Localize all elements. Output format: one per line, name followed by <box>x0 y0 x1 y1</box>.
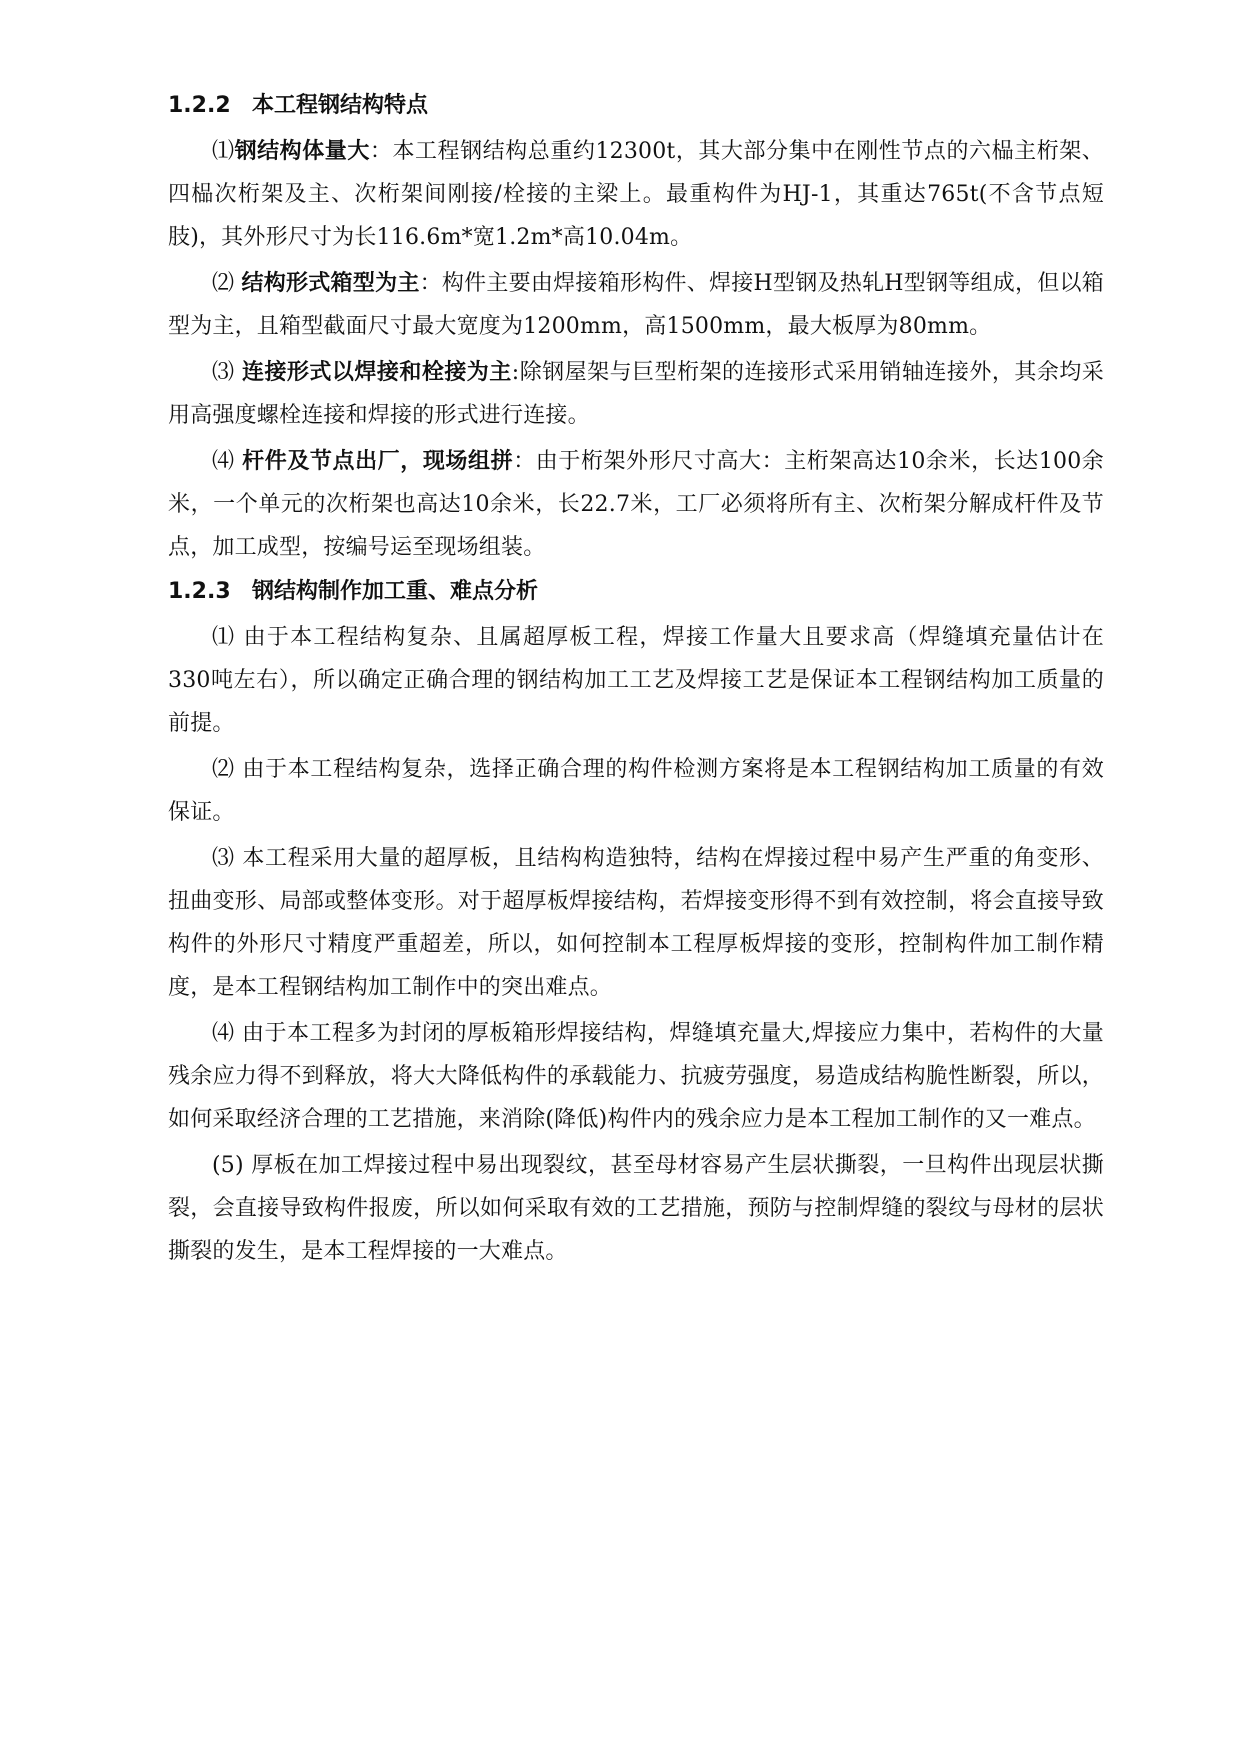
section-heading-1-2-3 <box>168 572 1104 612</box>
item-separator: : <box>511 360 520 385</box>
item-text: 除钢屋架与巨型桁架的连接形式采用销轴连接外，其余均采用高强度螺栓连接和焊接的形式进行连接。 <box>168 360 1104 428</box>
paragraph <box>168 351 1104 437</box>
item-text: 由于本工程结构复杂、且属超厚板工程，焊接工作量大且要求高（焊缝填充量估计在330吨左右），所以确定正确合理的钢结构加工工艺及焊接工艺是保证本工程钢结构加工质量的前提。 <box>168 625 1104 736</box>
paragraph <box>168 1144 1104 1273</box>
item-text: 由于桁架外形尺寸高大：主桁架高达10余米，长达100余米，一个单元的次桁架也高达10余米，长22.7米，工厂必须将所有主、次桁架分解成杆件及节点，加工成型，按编号运至现场组装。 <box>168 449 1105 560</box>
item-marker: ⑵ <box>212 271 242 296</box>
item-text: 构件主要由焊接箱形构件、焊接H型钢及热轧H型钢等组成，但以箱型为主，且箱型截面尺寸最大宽度为1200mm，高1500mm，最大板厚为80mm。 <box>168 271 1104 339</box>
item-separator: ： <box>419 271 442 296</box>
item-text: 厚板在加工焊接过程中易出现裂纹，甚至母材容易产生层状撕裂，一旦构件出现层状撕裂，会直接导致构件报废，所以如何采取有效的工艺措施，预防与控制焊缝的裂纹与母材的层状撕裂的发生，是本工程焊接的一大难点。 <box>168 1153 1104 1264</box>
paragraph <box>168 440 1104 569</box>
item-separator: ： <box>369 139 393 164</box>
item-text: 本工程钢结构总重约12300t，其大部分集中在刚性节点的六榀主桁架、四榀次桁架及主、次桁架间刚接/栓接的主梁上。最重构件为HJ-1，其重达765t(不含节点短肢)，其外形尺寸为长116.6m*宽1.2m*高10.04m。 <box>168 139 1104 250</box>
item-marker: ⑷ <box>212 449 243 474</box>
item-marker: ⑶ <box>212 360 242 385</box>
item-marker: ⑶ <box>212 846 243 871</box>
section-title: 钢结构制作加工重、难点分析 <box>252 579 539 604</box>
item-text: 由于本工程结构复杂，选择正确合理的构件检测方案将是本工程钢结构加工质量的有效保证。 <box>168 757 1104 825</box>
section-heading-1-2-2 <box>168 86 1104 126</box>
page-content <box>168 86 1104 1276</box>
item-lead: 连接形式以焊接和栓接为主 <box>241 360 512 385</box>
item-lead: 结构形式箱型为主 <box>241 271 420 296</box>
section-number: 1.2.2 <box>168 93 231 118</box>
item-text: 由于本工程多为封闭的厚板箱形焊接结构，焊缝填充量大,焊接应力集中，若构件的大量残余应力得不到释放，将大大降低构件的承载能力、抗疲劳强度，易造成结构脆性断裂，所以，如何采取经济合理的工艺措施，来消除(降低)构件内的残余应力是本工程加工制作的又一难点。 <box>168 1021 1104 1132</box>
item-lead: 钢结构体量大 <box>234 139 370 164</box>
item-marker: ⑴ <box>212 625 244 650</box>
paragraph <box>168 748 1104 834</box>
item-text: 本工程采用大量的超厚板，且结构构造独特，结构在焊接过程中易产生严重的角变形、扭曲变形、局部或整体变形。对于超厚板焊接结构，若焊接变形得不到有效控制，将会直接导致构件的外形尺寸精度严重超差，所以，如何控制本工程厚板焊接的变形，控制构件加工制作精度，是本工程钢结构加工制作中的突出难点。 <box>168 846 1104 1000</box>
paragraph <box>168 262 1104 348</box>
item-separator: ： <box>513 449 536 474</box>
item-lead: 杆件及节点出厂，现场组拼 <box>242 449 514 474</box>
paragraph <box>168 130 1104 259</box>
paragraph <box>168 616 1104 745</box>
section-number: 1.2.3 <box>168 579 231 604</box>
section-title: 本工程钢结构特点 <box>252 93 429 118</box>
item-marker: (5) <box>212 1153 252 1178</box>
paragraph <box>168 837 1104 1009</box>
item-marker: ⑷ <box>212 1021 242 1046</box>
item-marker: ⑵ <box>212 757 243 782</box>
paragraph <box>168 1012 1104 1141</box>
item-marker: ⑴ <box>212 139 235 164</box>
